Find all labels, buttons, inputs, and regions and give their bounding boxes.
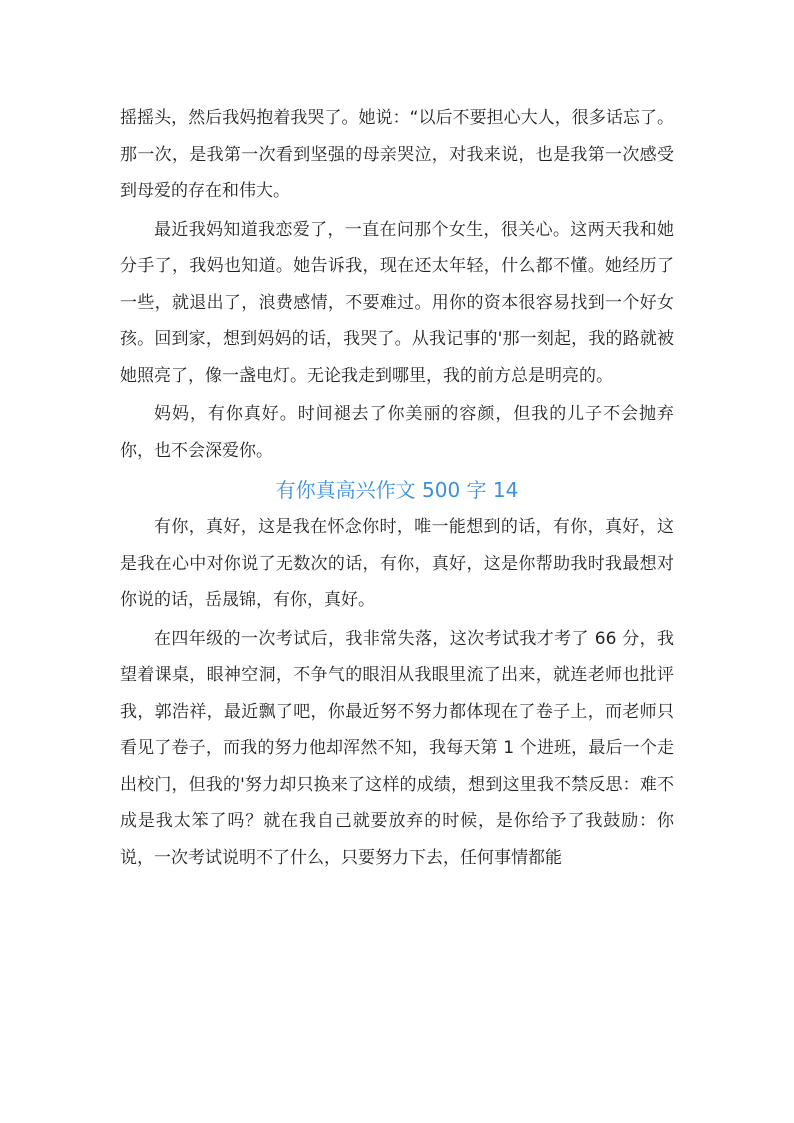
paragraph-breakup: 最近我妈知道我恋爱了，一直在问那个女生，很关心。这两天我和她分手了，我妈也知道。她告诉我，现在还太年轻，什么都不懂。她经历了一些，就退出了，浪费感情，不要难过。用你的资本很容易找到一个好女孩。回到家，想到妈妈的话，我哭了。从我记事的'那一刻起，我的路就被她照亮了，像一盏电灯。无论我走到哪里，我的前方总是明亮的。 [120,219,674,386]
document-page [120,100,674,878]
paragraph-exam: 在四年级的一次考试后，我非常失落，这次考试我才考了 66 分，我望着课桌，眼神空洞，不争气的眼泪从我眼里流了出来，就连老师也批评我，郭浩祥，最近飘了吧，你最近努不努力都体现在了卷子上，而老师只看见了卷子，而我的努力他却浑然不知，我每天第 1 个进班，最后一个走出校门，但我的'努力却只换来了这样的成绩，想到这里我不禁反思：难不成是我太笨了吗？就在我自己就要放弃的时候，是你给予了我鼓励：你说，一次考试说明不了什么，只要努力下去，任何事情都能 [120,628,674,868]
paragraph-intro: 有你，真好，这是我在怀念你时，唯一能想到的话，有你，真好，这是我在心中对你说了无数次的话，有你，真好，这是你帮助我时我最想对你说的话，岳晟锦，有你，真好。 [120,517,674,610]
paragraph-good-to-have-you: 妈妈，有你真好。时间褪去了你美丽的容颜，但我的儿子不会抛弃你，也不会深爱你。 [120,404,674,461]
article-title: 有你真高兴作文 500 字 14 [275,478,519,502]
paragraph-mother-cried: 摇摇头，然后我妈抱着我哭了。她说：“以后不要担心大人，很多话忘了。那一次，是我第一次看到坚强的母亲哭泣，对我来说，也是我第一次感受到母爱的存在和伟大。 [120,108,674,201]
